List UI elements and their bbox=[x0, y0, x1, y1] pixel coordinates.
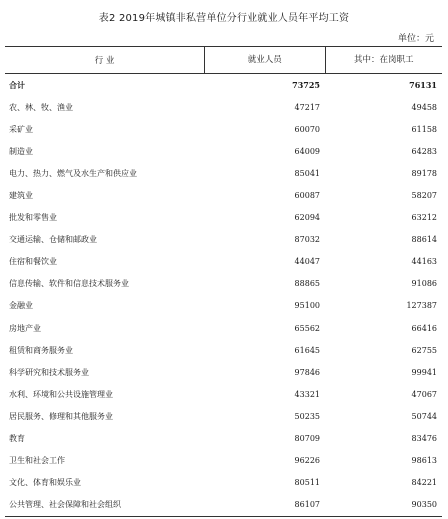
table-row bbox=[5, 118, 442, 140]
industry-cell: 公共管理、社会保障和社会组织 bbox=[9, 500, 121, 510]
industry-cell: 信息传输、软件和信息技术服务业 bbox=[9, 279, 129, 289]
employed-cell: 65562 bbox=[294, 323, 320, 333]
table-row-total bbox=[5, 74, 442, 96]
on-duty-cell: 49458 bbox=[411, 102, 437, 112]
table-title: 表2 2019年城镇非私营单位分行业就业人员年平均工资 bbox=[98, 13, 350, 24]
employed-cell: 86107 bbox=[294, 500, 320, 510]
header-employed: 就业人员 bbox=[204, 47, 324, 73]
industry-cell: 科学研究和技术服务业 bbox=[9, 367, 89, 377]
table-row bbox=[5, 251, 442, 273]
employed-cell: 80511 bbox=[294, 478, 320, 488]
on-duty-cell: 98613 bbox=[411, 456, 437, 466]
industry-cell: 教育 bbox=[9, 434, 25, 444]
employed-cell: 50235 bbox=[294, 411, 320, 421]
employed-cell: 95100 bbox=[294, 301, 320, 311]
table-row bbox=[5, 494, 442, 516]
on-duty-cell: 66416 bbox=[411, 323, 437, 333]
employed-cell: 44047 bbox=[294, 257, 320, 267]
on-duty-cell: 84221 bbox=[411, 478, 437, 488]
header-on-duty: 其中：在岗职工 bbox=[325, 47, 442, 73]
on-duty-cell: 90350 bbox=[411, 500, 437, 510]
employed-cell: 61645 bbox=[294, 345, 320, 355]
industry-cell: 卫生和社会工作 bbox=[9, 456, 65, 466]
on-duty-cell: 88614 bbox=[411, 235, 437, 245]
on-duty-cell: 50744 bbox=[411, 411, 437, 421]
employed-cell: 88865 bbox=[294, 279, 320, 289]
employed-cell: 60070 bbox=[294, 124, 320, 134]
on-duty-cell: 89178 bbox=[411, 168, 437, 178]
on-duty-cell: 99941 bbox=[411, 367, 437, 377]
employed-cell: 87032 bbox=[294, 235, 320, 245]
industry-cell: 合计 bbox=[9, 80, 25, 90]
industry-cell: 批发和零售业 bbox=[9, 213, 57, 223]
wage-table bbox=[5, 46, 442, 517]
table-row bbox=[5, 472, 442, 494]
industry-cell: 文化、体育和娱乐业 bbox=[9, 478, 81, 488]
on-duty-cell: 58207 bbox=[411, 191, 437, 201]
on-duty-cell: 61158 bbox=[411, 124, 437, 134]
table-row bbox=[5, 383, 442, 405]
industry-cell: 交通运输、仓储和邮政业 bbox=[9, 235, 97, 245]
industry-cell: 农、林、牧、渔业 bbox=[9, 102, 73, 112]
table-row bbox=[5, 339, 442, 361]
on-duty-cell: 44163 bbox=[411, 257, 437, 267]
industry-cell: 采矿业 bbox=[9, 124, 33, 134]
table-header bbox=[5, 47, 442, 74]
industry-cell: 金融业 bbox=[9, 301, 33, 311]
table-row bbox=[5, 207, 442, 229]
employed-cell: 64009 bbox=[294, 146, 320, 156]
employed-cell: 60087 bbox=[294, 191, 320, 201]
industry-cell: 电力、热力、燃气及水生产和供应业 bbox=[9, 168, 137, 178]
industry-cell: 租赁和商务服务业 bbox=[9, 345, 73, 355]
on-duty-cell: 127387 bbox=[406, 301, 437, 311]
employed-cell: 97846 bbox=[294, 367, 320, 377]
table-row bbox=[5, 96, 442, 118]
employed-cell: 80709 bbox=[294, 434, 320, 444]
table-row bbox=[5, 295, 442, 317]
employed-cell: 96226 bbox=[294, 456, 320, 466]
table-row bbox=[5, 140, 442, 162]
industry-cell: 建筑业 bbox=[9, 191, 33, 201]
table-row bbox=[5, 229, 442, 251]
table-row bbox=[5, 162, 442, 184]
table-row bbox=[5, 428, 442, 450]
unit-label: 单位：元 bbox=[397, 34, 434, 44]
industry-cell: 水利、环境和公共设施管理业 bbox=[9, 389, 113, 399]
on-duty-cell: 76131 bbox=[409, 80, 437, 91]
employed-cell: 85041 bbox=[294, 168, 320, 178]
table-body bbox=[5, 74, 442, 516]
header-industry: 行 业 bbox=[94, 56, 115, 66]
on-duty-cell: 63212 bbox=[411, 213, 437, 223]
table-row bbox=[5, 405, 442, 427]
industry-cell: 住宿和餐饮业 bbox=[9, 257, 57, 267]
on-duty-cell: 64283 bbox=[411, 146, 437, 156]
employed-cell: 62094 bbox=[294, 213, 320, 223]
employed-cell: 73725 bbox=[292, 80, 320, 91]
on-duty-cell: 47067 bbox=[411, 389, 437, 399]
table-row bbox=[5, 273, 442, 295]
industry-cell: 居民服务、修理和其他服务业 bbox=[9, 411, 113, 421]
table-row bbox=[5, 317, 442, 339]
table-row bbox=[5, 184, 442, 206]
employed-cell: 43321 bbox=[294, 389, 320, 399]
employed-cell: 47217 bbox=[294, 102, 320, 112]
table-row bbox=[5, 450, 442, 472]
on-duty-cell: 62755 bbox=[411, 345, 437, 355]
industry-cell: 制造业 bbox=[9, 146, 33, 156]
on-duty-cell: 91086 bbox=[411, 279, 437, 289]
industry-cell: 房地产业 bbox=[9, 323, 41, 333]
table-row bbox=[5, 361, 442, 383]
on-duty-cell: 83476 bbox=[411, 434, 437, 444]
